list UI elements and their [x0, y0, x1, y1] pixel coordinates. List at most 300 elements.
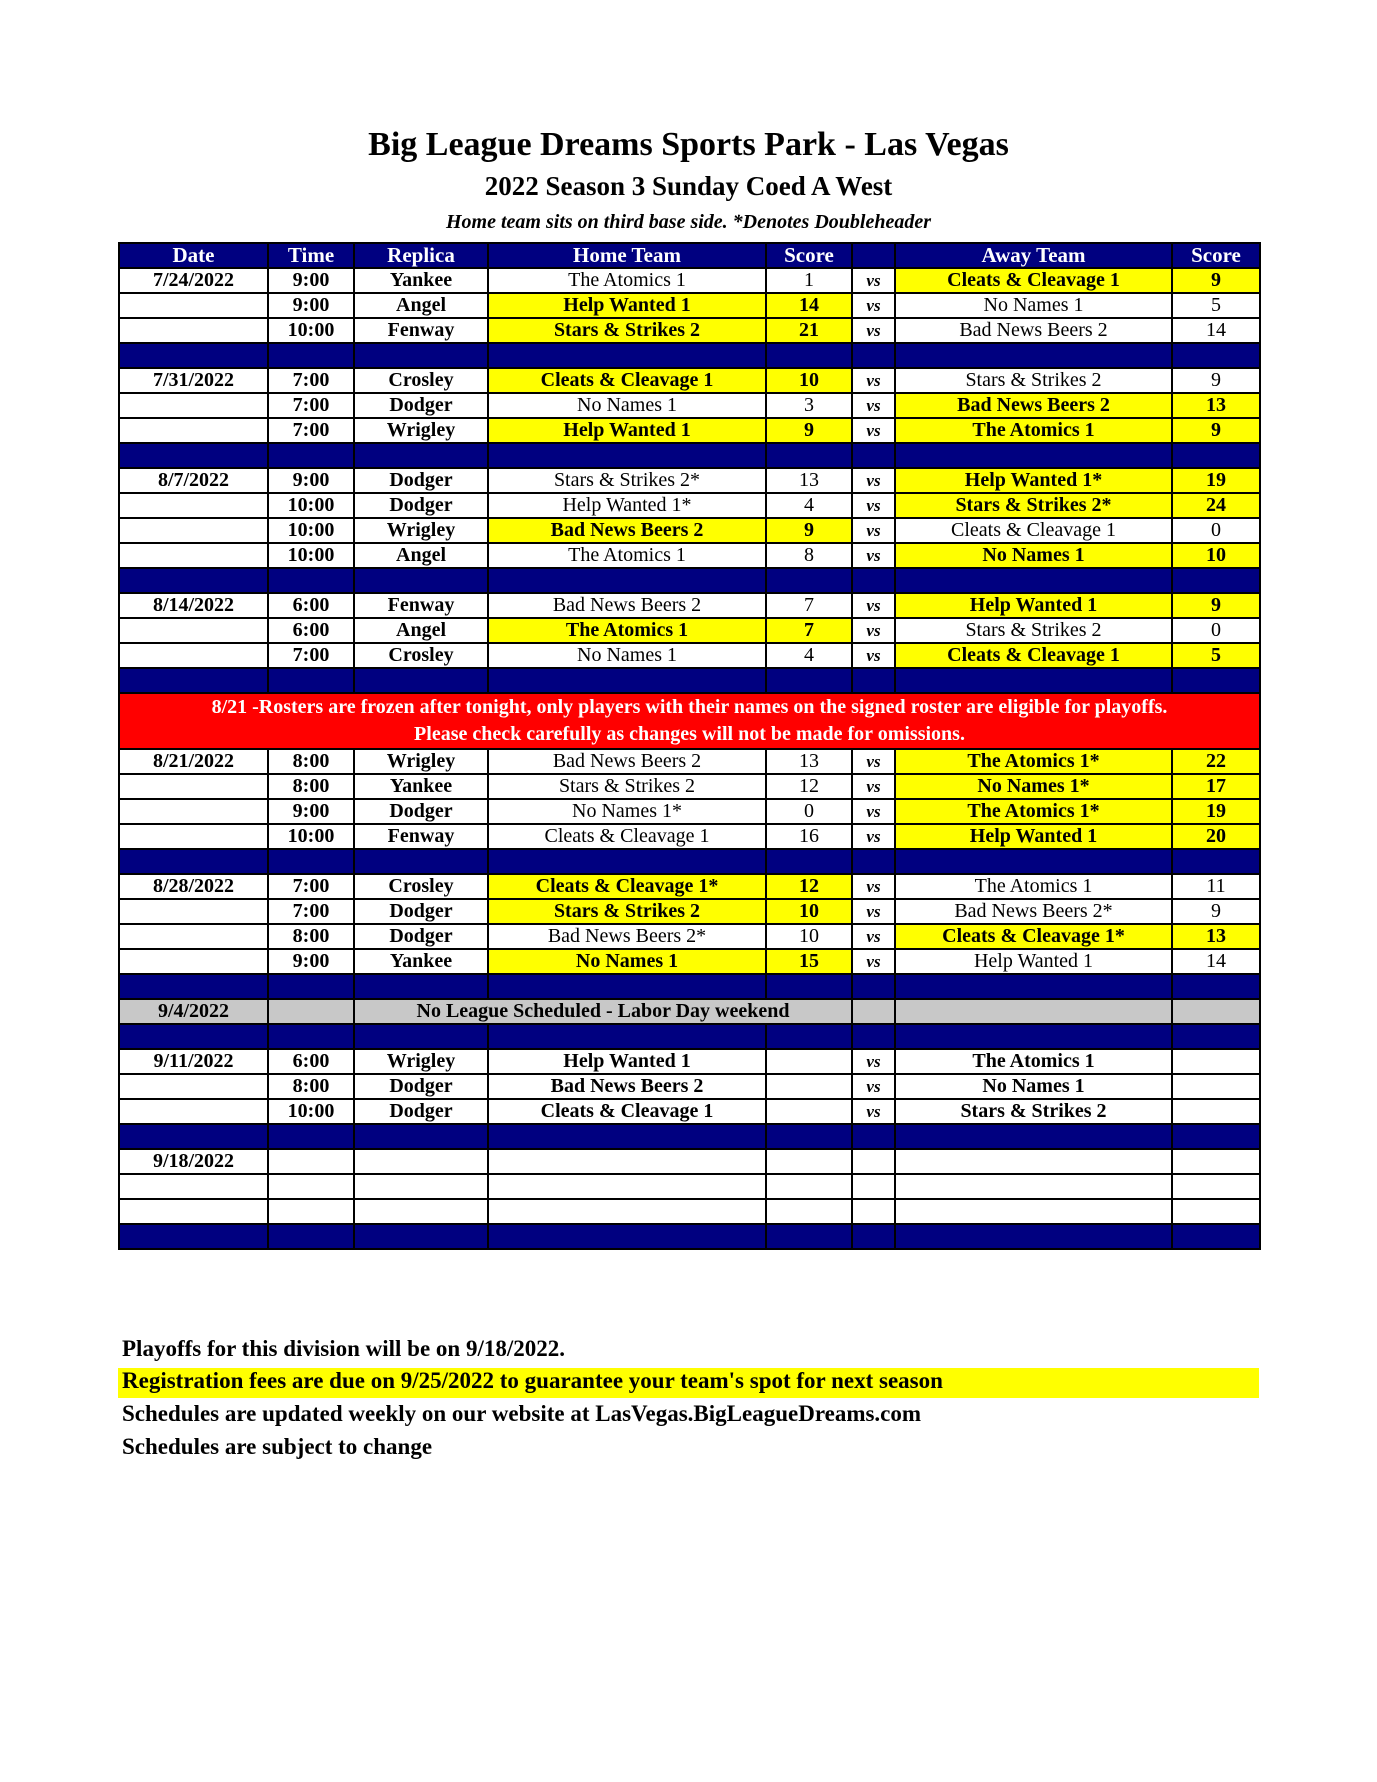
away-score-cell: 20: [1172, 824, 1260, 849]
time-cell: 10:00: [268, 1099, 354, 1124]
home-score-cell: [766, 1074, 852, 1099]
away-score-cell: 9: [1172, 899, 1260, 924]
date-cell: 8/21/2022: [119, 749, 268, 774]
empty-cell: [354, 1174, 488, 1199]
separator-cell: [119, 974, 268, 999]
separator-cell: [1172, 343, 1260, 368]
separator-cell: [1172, 1024, 1260, 1049]
away-team-cell: The Atomics 1: [895, 418, 1172, 443]
header-replica: Replica: [354, 243, 488, 268]
empty-cell: [354, 1149, 488, 1174]
time-cell: 8:00: [268, 749, 354, 774]
vs-cell: vs: [852, 1099, 895, 1124]
game-row: [119, 518, 1260, 543]
separator-cell: [895, 443, 1172, 468]
away-score-cell: 0: [1172, 518, 1260, 543]
game-row: [119, 899, 1260, 924]
separator-cell: [354, 668, 488, 693]
separator-cell: [488, 1224, 766, 1249]
away-score-cell: [1172, 1049, 1260, 1074]
away-score-cell: 0: [1172, 618, 1260, 643]
vs-cell: vs: [852, 418, 895, 443]
empty-cell: [268, 1174, 354, 1199]
away-team-cell: Help Wanted 1*: [895, 468, 1172, 493]
empty-cell: [268, 1149, 354, 1174]
time-cell: 10:00: [268, 493, 354, 518]
separator-cell: [1172, 1224, 1260, 1249]
replica-cell: Yankee: [354, 774, 488, 799]
replica-cell: Yankee: [354, 949, 488, 974]
header-row: [119, 243, 1260, 268]
vs-cell: vs: [852, 1049, 895, 1074]
away-score-cell: [1172, 1099, 1260, 1124]
home-score-cell: 12: [766, 874, 852, 899]
game-row: [119, 749, 1260, 774]
time-cell: 9:00: [268, 468, 354, 493]
away-team-cell: No Names 1: [895, 543, 1172, 568]
header-date: Date: [119, 243, 268, 268]
home-score-cell: [766, 1049, 852, 1074]
away-team-cell: The Atomics 1: [895, 1049, 1172, 1074]
game-row: [119, 1074, 1260, 1099]
away-score-cell: 5: [1172, 293, 1260, 318]
replica-cell: Yankee: [354, 268, 488, 293]
vs-cell: vs: [852, 518, 895, 543]
replica-cell: Dodger: [354, 799, 488, 824]
separator-cell: [766, 1124, 852, 1149]
home-team-cell: Stars & Strikes 2: [488, 318, 766, 343]
home-score-cell: 9: [766, 518, 852, 543]
separator-cell: [268, 1024, 354, 1049]
vs-cell: vs: [852, 749, 895, 774]
vs-cell: vs: [852, 824, 895, 849]
game-row: [119, 593, 1260, 618]
empty-cell: [488, 1174, 766, 1199]
game-row: [119, 368, 1260, 393]
empty-cell: [1172, 1174, 1260, 1199]
separator-cell: [488, 443, 766, 468]
time-cell: 9:00: [268, 293, 354, 318]
home-score-cell: 10: [766, 899, 852, 924]
separator-row: [119, 568, 1260, 593]
away-score-cell: 13: [1172, 393, 1260, 418]
replica-cell: Wrigley: [354, 518, 488, 543]
game-row: [119, 874, 1260, 899]
away-team-cell: Stars & Strikes 2: [895, 368, 1172, 393]
away-team-cell: [895, 999, 1172, 1024]
registration-note: Registration fees are due on 9/25/2022 to guarantee your team's spot for next season: [118, 1368, 1259, 1398]
date-cell: [119, 543, 268, 568]
separator-cell: [895, 343, 1172, 368]
time-cell: 6:00: [268, 1049, 354, 1074]
banner-line-1: 8/21 -Rosters are frozen after tonight, only players with their names on the signed roster are eligible for playoffs.: [211, 696, 1168, 718]
home-team-cell: Help Wanted 1: [488, 1049, 766, 1074]
replica-cell: Crosley: [354, 643, 488, 668]
date-cell: [119, 393, 268, 418]
away-team-cell: No Names 1: [895, 293, 1172, 318]
away-score-cell: 9: [1172, 418, 1260, 443]
empty-cell: [1172, 1149, 1260, 1174]
home-score-cell: 7: [766, 593, 852, 618]
time-cell: 6:00: [268, 593, 354, 618]
separator-cell: [119, 443, 268, 468]
empty-cell: [488, 1149, 766, 1174]
home-team-cell: Bad News Beers 2*: [488, 924, 766, 949]
away-team-cell: The Atomics 1*: [895, 799, 1172, 824]
banner-line-2: Please check carefully as changes will not be made for omissions.: [414, 723, 965, 745]
separator-cell: [852, 1124, 895, 1149]
away-team-cell: The Atomics 1*: [895, 749, 1172, 774]
separator-cell: [488, 1024, 766, 1049]
away-score-cell: 9: [1172, 268, 1260, 293]
separator-cell: [119, 849, 268, 874]
vs-cell: vs: [852, 924, 895, 949]
date-cell: [119, 518, 268, 543]
game-row: [119, 543, 1260, 568]
date-cell: [119, 1174, 268, 1199]
home-score-cell: 0: [766, 799, 852, 824]
separator-cell: [119, 568, 268, 593]
empty-cell: [852, 1174, 895, 1199]
home-score-cell: 8: [766, 543, 852, 568]
game-row: [119, 949, 1260, 974]
replica-cell: Fenway: [354, 593, 488, 618]
date-cell: 8/7/2022: [119, 468, 268, 493]
away-score-cell: [1172, 999, 1260, 1024]
home-team-cell: No Names 1: [488, 393, 766, 418]
empty-cell: [852, 1149, 895, 1174]
date-cell: 7/24/2022: [119, 268, 268, 293]
game-row: [119, 268, 1260, 293]
schedule-table: [118, 242, 1261, 1250]
header-away-score: Score: [1172, 243, 1260, 268]
home-team-cell: No Names 1*: [488, 799, 766, 824]
time-cell: 9:00: [268, 268, 354, 293]
vs-cell: vs: [852, 949, 895, 974]
home-score-cell: 12: [766, 774, 852, 799]
date-cell: 8/28/2022: [119, 874, 268, 899]
away-team-cell: Stars & Strikes 2: [895, 1099, 1172, 1124]
time-cell: 7:00: [268, 418, 354, 443]
separator-cell: [268, 1224, 354, 1249]
time-cell: 10:00: [268, 518, 354, 543]
home-team-cell: Bad News Beers 2: [488, 518, 766, 543]
time-cell: 8:00: [268, 924, 354, 949]
separator-cell: [354, 343, 488, 368]
separator-cell: [268, 974, 354, 999]
page-subtitle: 2022 Season 3 Sunday Coed A West: [484, 171, 893, 201]
roster-banner: [119, 693, 1260, 749]
header-away-team: Away Team: [895, 243, 1172, 268]
date-cell: [119, 899, 268, 924]
home-score-cell: 10: [766, 924, 852, 949]
separator-cell: [895, 1124, 1172, 1149]
game-row: [119, 824, 1260, 849]
separator-cell: [895, 849, 1172, 874]
replica-cell: Dodger: [354, 1074, 488, 1099]
home-team-cell: Stars & Strikes 2: [488, 774, 766, 799]
separator-cell: [895, 974, 1172, 999]
separator-cell: [1172, 849, 1260, 874]
vs-cell: vs: [852, 799, 895, 824]
game-row: [119, 924, 1260, 949]
home-team-cell: No Names 1: [488, 949, 766, 974]
away-team-cell: Cleats & Cleavage 1: [895, 268, 1172, 293]
vs-cell: vs: [852, 543, 895, 568]
date-cell: [119, 1074, 268, 1099]
replica-cell: Dodger: [354, 468, 488, 493]
away-score-cell: 14: [1172, 318, 1260, 343]
away-score-cell: 22: [1172, 749, 1260, 774]
game-row: [119, 643, 1260, 668]
away-team-cell: Cleats & Cleavage 1: [895, 643, 1172, 668]
separator-cell: [488, 343, 766, 368]
date-cell: [119, 318, 268, 343]
date-cell: [119, 949, 268, 974]
game-row: [119, 618, 1260, 643]
away-team-cell: Stars & Strikes 2: [895, 618, 1172, 643]
home-score-cell: 4: [766, 493, 852, 518]
header-time: Time: [268, 243, 354, 268]
date-cell: [119, 293, 268, 318]
home-team-cell: Bad News Beers 2: [488, 593, 766, 618]
away-team-cell: Bad News Beers 2*: [895, 899, 1172, 924]
separator-cell: [1172, 974, 1260, 999]
home-team-cell: Cleats & Cleavage 1: [488, 1099, 766, 1124]
date-cell: [119, 799, 268, 824]
vs-cell: vs: [852, 468, 895, 493]
time-cell: 6:00: [268, 618, 354, 643]
away-score-cell: [1172, 1074, 1260, 1099]
time-cell: 10:00: [268, 318, 354, 343]
separator-cell: [852, 849, 895, 874]
away-score-cell: 9: [1172, 368, 1260, 393]
no-game-text: No League Scheduled - Labor Day weekend: [354, 999, 852, 1024]
empty-cell: [895, 1199, 1172, 1224]
empty-cell: [766, 1174, 852, 1199]
separator-cell: [488, 849, 766, 874]
away-score-cell: 17: [1172, 774, 1260, 799]
game-row: [119, 799, 1260, 824]
separator-cell: [488, 568, 766, 593]
time-cell: [268, 999, 354, 1024]
vs-cell: vs: [852, 618, 895, 643]
header-home-score: Score: [766, 243, 852, 268]
date-cell: 9/4/2022: [119, 999, 268, 1024]
separator-cell: [766, 1024, 852, 1049]
separator-cell: [488, 1124, 766, 1149]
home-team-cell: Bad News Beers 2: [488, 749, 766, 774]
away-team-cell: Help Wanted 1: [895, 824, 1172, 849]
home-team-cell: The Atomics 1: [488, 543, 766, 568]
away-score-cell: 19: [1172, 799, 1260, 824]
away-team-cell: Cleats & Cleavage 1*: [895, 924, 1172, 949]
vs-cell: vs: [852, 393, 895, 418]
home-team-cell: Help Wanted 1*: [488, 493, 766, 518]
home-score-cell: 9: [766, 418, 852, 443]
header-vs: [852, 243, 895, 268]
separator-cell: [895, 668, 1172, 693]
empty-cell: [766, 1199, 852, 1224]
away-team-cell: Bad News Beers 2: [895, 393, 1172, 418]
time-cell: 7:00: [268, 899, 354, 924]
date-cell: 9/18/2022: [119, 1149, 268, 1174]
date-cell: [119, 618, 268, 643]
change-note: Schedules are subject to change: [122, 1434, 433, 1459]
replica-cell: Dodger: [354, 393, 488, 418]
schedule-note: Home team sits on third base side. *Denotes Doubleheader: [446, 211, 931, 233]
separator-row: [119, 443, 1260, 468]
vs-cell: vs: [852, 874, 895, 899]
separator-cell: [268, 343, 354, 368]
separator-cell: [766, 668, 852, 693]
home-team-cell: Cleats & Cleavage 1*: [488, 874, 766, 899]
vs-cell: vs: [852, 899, 895, 924]
game-row: [119, 418, 1260, 443]
date-cell: [119, 493, 268, 518]
date-cell: [119, 418, 268, 443]
replica-cell: Angel: [354, 618, 488, 643]
away-score-cell: 10: [1172, 543, 1260, 568]
game-row: [119, 293, 1260, 318]
away-team-cell: Help Wanted 1: [895, 593, 1172, 618]
separator-row: [119, 1124, 1260, 1149]
replica-cell: Dodger: [354, 899, 488, 924]
home-score-cell: 10: [766, 368, 852, 393]
separator-row: [119, 668, 1260, 693]
away-team-cell: The Atomics 1: [895, 874, 1172, 899]
replica-cell: Crosley: [354, 874, 488, 899]
separator-cell: [268, 1124, 354, 1149]
separator-cell: [766, 1224, 852, 1249]
vs-cell: vs: [852, 493, 895, 518]
game-row: [119, 1099, 1260, 1124]
separator-cell: [119, 668, 268, 693]
separator-cell: [488, 668, 766, 693]
time-cell: 9:00: [268, 799, 354, 824]
separator-cell: [766, 568, 852, 593]
away-score-cell: 14: [1172, 949, 1260, 974]
away-team-cell: Cleats & Cleavage 1: [895, 518, 1172, 543]
time-cell: 7:00: [268, 393, 354, 418]
separator-row: [119, 1224, 1260, 1249]
home-team-cell: The Atomics 1: [488, 268, 766, 293]
page-title: Big League Dreams Sports Park - Las Vegas: [368, 126, 1009, 163]
separator-cell: [766, 849, 852, 874]
separator-cell: [1172, 443, 1260, 468]
separator-cell: [852, 443, 895, 468]
vs-cell: vs: [852, 268, 895, 293]
home-score-cell: 4: [766, 643, 852, 668]
separator-row: [119, 849, 1260, 874]
vs-cell: vs: [852, 368, 895, 393]
empty-cell: [895, 1174, 1172, 1199]
away-team-cell: Stars & Strikes 2*: [895, 493, 1172, 518]
away-team-cell: Help Wanted 1: [895, 949, 1172, 974]
separator-cell: [354, 974, 488, 999]
website-note: Schedules are updated weekly on our website at LasVegas.BigLeagueDreams.com: [122, 1401, 922, 1426]
separator-cell: [895, 1024, 1172, 1049]
time-cell: 7:00: [268, 874, 354, 899]
vs-cell: [852, 999, 895, 1024]
separator-cell: [354, 1224, 488, 1249]
separator-cell: [268, 568, 354, 593]
separator-cell: [852, 568, 895, 593]
replica-cell: Angel: [354, 543, 488, 568]
separator-cell: [268, 443, 354, 468]
away-score-cell: 9: [1172, 593, 1260, 618]
home-score-cell: 14: [766, 293, 852, 318]
replica-cell: Fenway: [354, 824, 488, 849]
time-cell: 10:00: [268, 543, 354, 568]
separator-cell: [1172, 568, 1260, 593]
empty-cell: [895, 1149, 1172, 1174]
separator-cell: [354, 1124, 488, 1149]
separator-cell: [119, 1224, 268, 1249]
date-cell: [119, 1199, 268, 1224]
date-cell: [119, 643, 268, 668]
separator-cell: [895, 568, 1172, 593]
separator-cell: [895, 1224, 1172, 1249]
replica-cell: Dodger: [354, 1099, 488, 1124]
separator-cell: [766, 443, 852, 468]
time-cell: 8:00: [268, 774, 354, 799]
replica-cell: Fenway: [354, 318, 488, 343]
empty-row: [119, 1199, 1260, 1224]
vs-cell: vs: [852, 318, 895, 343]
home-team-cell: Help Wanted 1: [488, 293, 766, 318]
game-row: [119, 468, 1260, 493]
separator-cell: [354, 568, 488, 593]
separator-cell: [119, 1124, 268, 1149]
separator-cell: [852, 668, 895, 693]
replica-cell: Wrigley: [354, 418, 488, 443]
replica-cell: Angel: [354, 293, 488, 318]
empty-cell: [268, 1199, 354, 1224]
separator-cell: [852, 974, 895, 999]
time-cell: 7:00: [268, 643, 354, 668]
home-score-cell: 21: [766, 318, 852, 343]
replica-cell: Wrigley: [354, 1049, 488, 1074]
separator-cell: [354, 443, 488, 468]
vs-cell: vs: [852, 643, 895, 668]
home-team-cell: Stars & Strikes 2*: [488, 468, 766, 493]
home-score-cell: 13: [766, 749, 852, 774]
home-team-cell: Stars & Strikes 2: [488, 899, 766, 924]
vs-cell: vs: [852, 293, 895, 318]
empty-row: [119, 1149, 1260, 1174]
home-score-cell: 16: [766, 824, 852, 849]
game-row: [119, 493, 1260, 518]
empty-cell: [488, 1199, 766, 1224]
separator-cell: [766, 974, 852, 999]
vs-cell: vs: [852, 1074, 895, 1099]
vs-cell: vs: [852, 593, 895, 618]
away-score-cell: 13: [1172, 924, 1260, 949]
separator-cell: [268, 668, 354, 693]
away-score-cell: 11: [1172, 874, 1260, 899]
away-score-cell: 5: [1172, 643, 1260, 668]
home-team-cell: Bad News Beers 2: [488, 1074, 766, 1099]
game-row: [119, 393, 1260, 418]
separator-row: [119, 343, 1260, 368]
separator-cell: [268, 849, 354, 874]
separator-cell: [354, 849, 488, 874]
date-cell: 9/11/2022: [119, 1049, 268, 1074]
replica-cell: Crosley: [354, 368, 488, 393]
no-game-row: [119, 999, 1260, 1024]
home-score-cell: 7: [766, 618, 852, 643]
